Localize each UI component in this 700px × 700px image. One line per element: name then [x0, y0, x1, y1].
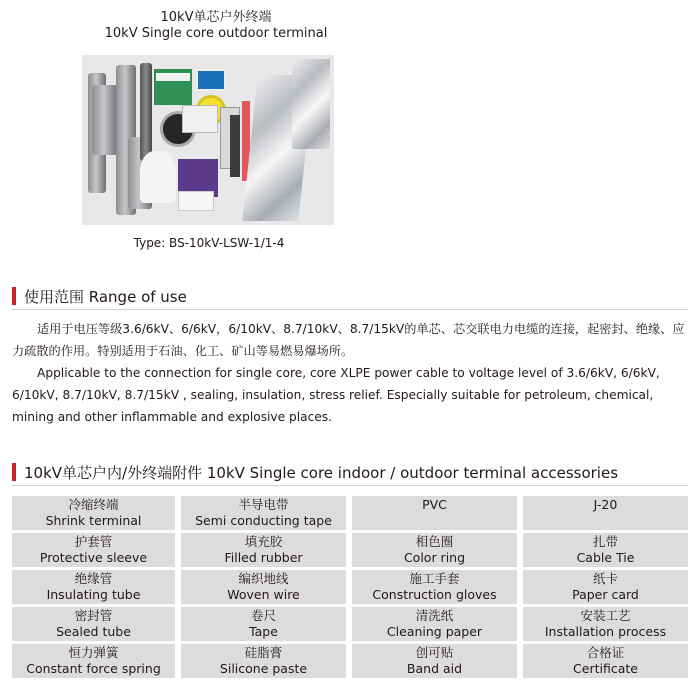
accessory-name-zh: 编织地线	[238, 571, 289, 586]
accessory-name-zh: J-20	[593, 497, 618, 512]
accessory-name-zh: 创可贴	[415, 645, 454, 660]
product-title-en: 10kV Single core outdoor terminal	[104, 26, 328, 41]
accessory-name-zh: 施工手套	[409, 571, 460, 586]
accessory-name-zh: 纸卡	[592, 571, 618, 586]
accessory-name-zh: 密封管	[74, 608, 113, 623]
accessory-name-zh: 卷尺	[250, 608, 276, 623]
accessory-name-en: Filled rubber	[224, 550, 303, 565]
accessory-cell	[352, 496, 517, 530]
product-type-label: Type: BS-10kV-LSW-1/1-4	[133, 236, 285, 250]
accessory-name-zh: 扎带	[592, 534, 618, 549]
accessory-name-en: Band aid	[406, 661, 463, 676]
accessory-cell	[181, 570, 346, 604]
accessory-cell	[352, 533, 517, 567]
accessory-name-zh: 护套管	[74, 534, 113, 549]
accessory-name-zh: 合格证	[586, 645, 625, 660]
accessory-cell	[352, 644, 517, 678]
accessory-name-en: Constant force spring	[26, 661, 161, 676]
accessory-name-en: Woven wire	[227, 587, 300, 602]
accessory-name-en: Shrink terminal	[45, 513, 142, 528]
accessory-name-zh: 冷缩终端	[68, 497, 119, 512]
accessory-name-en: Cleaning paper	[386, 624, 483, 639]
accessory-cell	[181, 644, 346, 678]
accessories-heading: 10kV单芯户内/外终端附件 10kV Single core indoor / outdoor terminal accessories	[24, 464, 619, 482]
accessory-name-en: Silicone paste	[219, 661, 308, 676]
accessory-cell	[12, 570, 175, 604]
accessory-name-en: Installation process	[544, 624, 667, 639]
accessory-cell	[181, 533, 346, 567]
range-of-use-header	[12, 286, 688, 306]
accessory-name-en: Sealed tube	[56, 624, 131, 639]
accessory-name-zh: 半导电带	[238, 497, 289, 512]
accessory-name-en: Certificate	[573, 661, 638, 676]
range-description-zh: 适用于电压等级3.6/6kV、6/6kV，6/10kV、8.7/10kV、8.7/15kV的单芯、芯交联电力电缆的连接，起密封、绝缘、应力疏散的作用。特别适用于石油、化工、矿山等易燃易爆场所。	[12, 322, 685, 358]
product-title-zh: 10kV单芯户外终端	[160, 10, 272, 25]
accessory-cell	[12, 644, 175, 678]
accessory-cell	[12, 496, 175, 530]
accessory-name-zh: 绝缘管	[74, 571, 113, 586]
accessory-name-en: Semi conducting tape	[195, 513, 332, 528]
accessory-cell	[523, 496, 688, 530]
range-description-en: Applicable to the connection for single core, core XLPE power cable to voltage level of 3.6/6kV, 6/6kV, 6/10kV, 8.7/10kV, 8.7/15kV , sealing, insulation, stress relief. Especially suitable for petroleum, chemical, mining and other inflammable and explosive places.	[12, 366, 660, 424]
accessory-name-zh: PVC	[422, 497, 447, 512]
accessory-cell	[523, 607, 688, 641]
accessory-cell	[181, 607, 346, 641]
accessory-name-en: Color ring	[403, 550, 466, 565]
accessory-cell	[523, 644, 688, 678]
accessory-cell	[523, 570, 688, 604]
accessory-name-zh: 硅脂膏	[244, 645, 283, 660]
accessory-cell	[523, 533, 688, 567]
section-divider	[12, 309, 688, 310]
accessory-name-zh: 安装工艺	[580, 608, 631, 623]
accessory-name-zh: 清洗纸	[415, 608, 454, 623]
accessory-cell	[181, 496, 346, 530]
accessory-cell	[352, 570, 517, 604]
section-accent-bar	[12, 287, 16, 305]
range-of-use-body	[12, 318, 688, 428]
accessory-name-zh: 相色圈	[415, 534, 454, 549]
accessory-cell	[12, 607, 175, 641]
accessory-name-en: Paper card	[572, 587, 639, 602]
accessory-name-en: Cable Tie	[576, 550, 635, 565]
accessory-cell	[352, 607, 517, 641]
accessory-name-en: Insulating tube	[46, 587, 141, 602]
section-accent-bar	[12, 463, 16, 481]
accessory-name-en: Construction gloves	[372, 587, 497, 602]
range-of-use-heading: 使用范围 Range of use	[24, 288, 187, 306]
accessory-name-zh: 填充胶	[244, 534, 283, 549]
accessory-name-en: Protective sleeve	[39, 550, 148, 565]
section-divider	[12, 485, 688, 486]
accessory-name-en: Tape	[249, 624, 278, 639]
product-photo	[82, 55, 334, 225]
accessories-table	[12, 496, 688, 678]
accessories-header	[12, 462, 688, 482]
accessory-cell	[12, 533, 175, 567]
accessory-name-zh: 恒力弹簧	[68, 645, 119, 660]
